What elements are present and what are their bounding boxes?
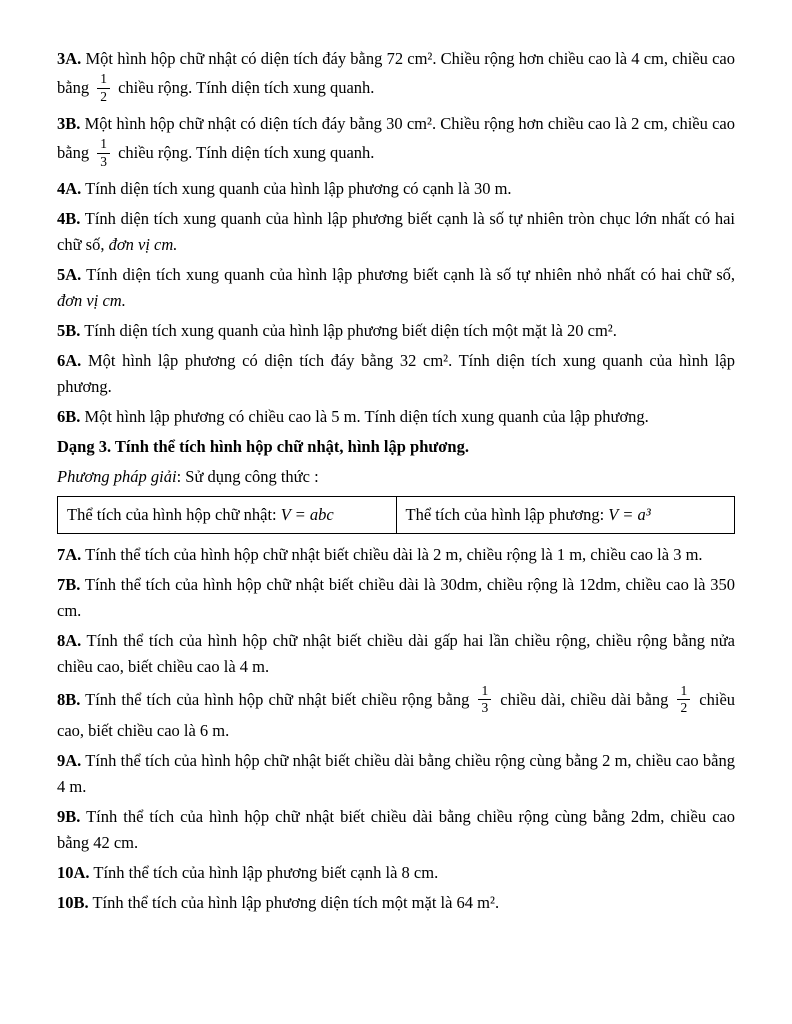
exercise-9b-text: Tính thể tích của hình hộp chữ nhật biết chiều dài bằng chiều rộng cùng bằng 2dm, chiều cao bằng 42 cm.: [57, 807, 735, 853]
exercise-5b-label: 5B.: [57, 320, 81, 340]
exercise-6a: [57, 348, 735, 400]
method-note-label: Phương pháp giải: [57, 466, 177, 486]
exercise-10b-text: Tính thể tích của hình lập phương diện tích một mặt là 64 m².: [92, 893, 500, 913]
method-note: [57, 464, 735, 490]
exercise-8a-label: 8A.: [57, 630, 82, 650]
exercise-9b: [57, 804, 735, 856]
exercise-5a-label: 5A.: [57, 264, 82, 284]
exercise-3a: [57, 46, 735, 107]
exercise-7a-label: 7A.: [57, 544, 82, 564]
exercise-5a-unit-note: đơn vị cm.: [57, 290, 126, 310]
exercise-5b: [57, 318, 735, 344]
exercise-4b-label: 4B.: [57, 208, 81, 228]
exercise-6b: [57, 404, 735, 430]
exercise-8a: [57, 628, 735, 680]
exercise-9a-label: 9A.: [57, 751, 82, 771]
formula-cube-text: Thể tích của hình lập phương:: [405, 504, 605, 524]
fraction-denominator: 2: [680, 700, 688, 716]
method-note-text: : Sử dụng công thức :: [176, 466, 319, 486]
exercise-9b-label: 9B.: [57, 807, 81, 827]
fraction-one-half: [97, 71, 110, 106]
exercise-4a-text: Tính diện tích xung quanh của hình lập phương có cạnh là 30 m.: [85, 178, 512, 198]
fraction-numerator: 1: [97, 71, 110, 89]
exercise-4b-text: Tính diện tích xung quanh của hình lập phương biết cạnh là số tự nhiên tròn chục lớn nhất có hai chữ số,: [57, 208, 735, 254]
exercise-6a-text: Một hình lập phương có diện tích đáy bằng 32 cm². Tính diện tích xung quanh của hình lập phương.: [57, 350, 736, 396]
exercise-8b-label: 8B.: [57, 689, 81, 709]
exercise-10a-label: 10A.: [57, 863, 90, 883]
exercise-7b-label: 7B.: [57, 574, 81, 594]
exercise-3b-label: 3B.: [57, 113, 81, 133]
section-heading-dang-3: [57, 434, 735, 460]
fraction-numerator: 1: [677, 683, 690, 701]
exercise-3b: [57, 111, 735, 172]
exercise-7b: [57, 572, 735, 624]
exercise-10a: [57, 860, 735, 886]
exercise-8a-text: Tính thể tích của hình hộp chữ nhật biết chiều dài gấp hai lần chiều rộng, chiều rộng bằng nửa chiều cao, biết chiều cao là 4 m.: [57, 630, 735, 676]
exercise-9a-text: Tính thể tích của hình hộp chữ nhật biết chiều dài bằng chiều rộng cùng bằng 2 m, chiều cao bằng 4 m.: [57, 751, 736, 797]
formula-cube-expression: V = a³: [608, 504, 651, 524]
fraction-one-third: [97, 136, 110, 171]
fraction-denominator: 2: [100, 88, 107, 104]
fraction-denominator: 3: [100, 153, 107, 169]
formula-cell-cube: [396, 496, 735, 533]
fraction-denominator: 3: [481, 700, 489, 716]
exercise-8b: [57, 684, 735, 745]
formula-box-expression: V = abc: [280, 504, 334, 524]
fraction-numerator: 1: [97, 136, 110, 154]
section-heading-label: Dạng 3.: [57, 436, 112, 456]
exercise-6a-label: 6A.: [57, 350, 82, 370]
exercise-3b-text-2: chiều rộng. Tính diện tích xung quanh.: [118, 142, 375, 162]
exercise-4a: [57, 176, 735, 202]
formula-cell-rectangular-box: [58, 496, 397, 533]
exercise-6b-text: Một hình lập phương có chiều cao là 5 m. Tính diện tích xung quanh của lập phương.: [84, 406, 649, 426]
formula-table: [57, 496, 735, 534]
exercise-7b-text: Tính thể tích của hình hộp chữ nhật biết chiều dài là 30dm, chiều rộng là 12dm, chiều cao là 350 cm.: [57, 574, 735, 620]
exercise-3a-text-2: chiều rộng. Tính diện tích xung quanh.: [118, 78, 375, 98]
exercise-8b-text-3: chiều cao, biết chiều cao là 6 m.: [57, 689, 736, 741]
exercise-4b-unit-note: đơn vị cm.: [108, 234, 178, 254]
formula-box-text: Thể tích của hình hộp chữ nhật:: [67, 504, 277, 524]
section-heading-text: Tính thể tích hình hộp chữ nhật, hình lập phương.: [114, 436, 469, 456]
exercise-3b-text-1: Một hình hộp chữ nhật có diện tích đáy bằng 30 cm². Chiều rộng hơn chiều cao là 2 cm, chiều cao bằng: [57, 113, 735, 162]
exercise-4a-label: 4A.: [57, 178, 82, 198]
formula-table-row: [58, 496, 735, 533]
exercise-3a-text-1: Một hình hộp chữ nhật có diện tích đáy bằng 72 cm². Chiều rộng hơn chiều cao là 4 cm, chiều cao bằng: [57, 49, 735, 98]
fraction-one-half: [677, 683, 690, 718]
exercise-10a-text: Tính thể tích của hình lập phương biết cạnh là 8 cm.: [93, 863, 439, 883]
exercise-8b-text-2: chiều dài, chiều dài bằng: [500, 689, 669, 709]
exercise-7a: [57, 542, 735, 568]
exercise-3a-label: 3A.: [57, 49, 82, 68]
fraction-one-third: [478, 683, 491, 718]
fraction-numerator: 1: [478, 683, 491, 701]
exercise-5b-text: Tính diện tích xung quanh của hình lập phương biết diện tích một mặt là 20 cm².: [84, 320, 617, 340]
exercise-5a: [57, 262, 735, 314]
exercise-9a: [57, 748, 735, 800]
exercise-7a-text: Tính thể tích của hình hộp chữ nhật biết chiều dài là 2 m, chiều rộng là 1 m, chiều cao là 3 m.: [85, 544, 703, 564]
exercise-10b-label: 10B.: [57, 893, 89, 913]
exercise-4b: [57, 206, 735, 258]
exercise-10b: [57, 890, 735, 916]
exercise-8b-text-1: Tính thể tích của hình hộp chữ nhật biết chiều rộng bằng: [85, 689, 470, 709]
exercise-5a-text: Tính diện tích xung quanh của hình lập phương biết cạnh là số tự nhiên nhỏ nhất có hai chữ số,: [86, 264, 735, 284]
exercise-6b-label: 6B.: [57, 406, 81, 426]
